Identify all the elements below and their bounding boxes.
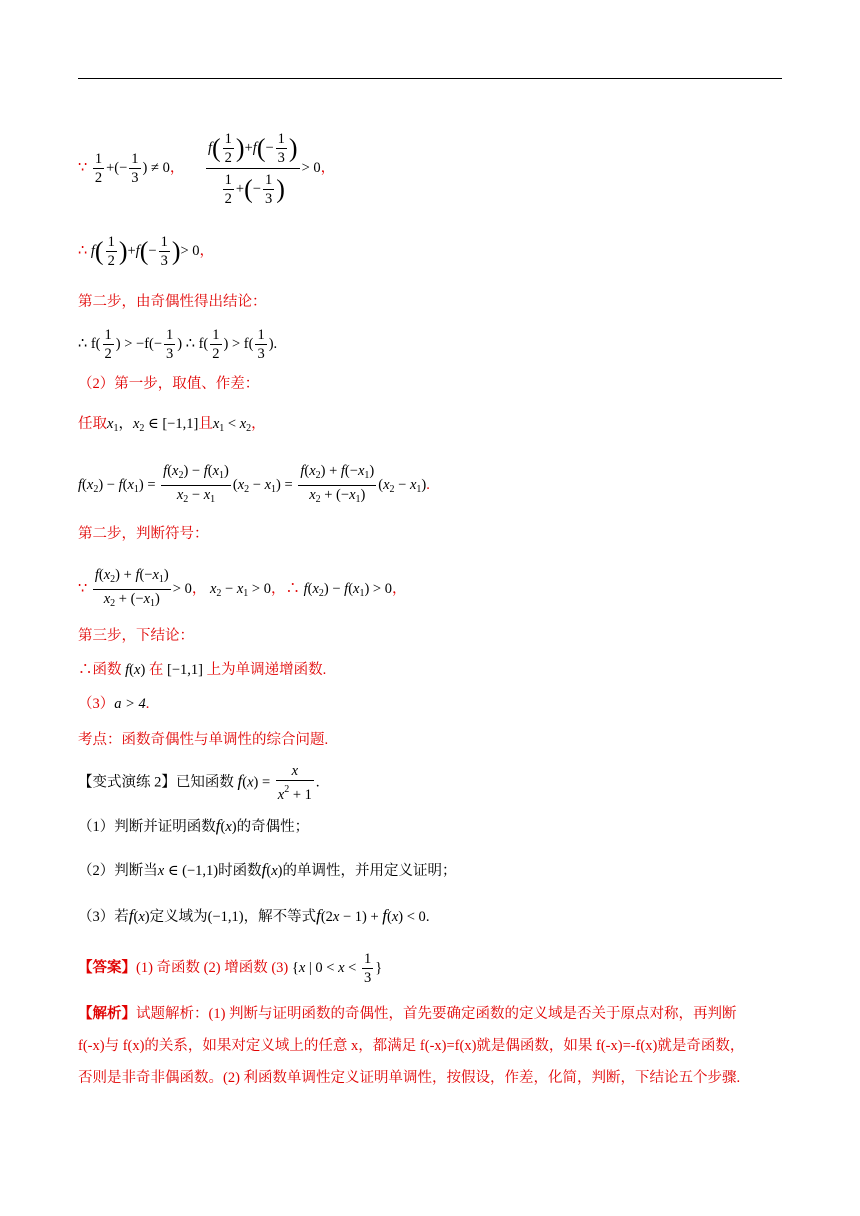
step2-title: 第二步，由奇偶性得出结论：: [78, 294, 267, 310]
analysis-text: 试题解析：(1) 判断与证明函数的奇偶性，首先要确定函数的定义域是否关于原点对称，再判断: [136, 1006, 737, 1022]
answer-line: 【答案】(1) 奇函数 (2) 增函数 (3) {x | 0 < x < $\frac{1}{3}$ }: [78, 951, 383, 986]
expr-part: 定义域为: [149, 909, 208, 925]
expr-part: .: [315, 774, 320, 791]
proof-line-4: 任取$x_1$，$x_2$ ∈ [−1,1]且$x_1 < x_2$，: [78, 416, 266, 434]
analysis-line-2: f(-x)与 f(x)的关系，如果对定义域上的任意 x，都满足 f(-x)=f(x)就是偶函数，如果 f(-x)=-f(x)就是奇函数，: [78, 1038, 745, 1054]
gt-zero: > 0: [180, 242, 200, 259]
and-label: 且: [198, 416, 213, 432]
header-rule: [78, 78, 782, 79]
part3-line: [78, 694, 149, 714]
expr-part: ，解不等式: [243, 909, 317, 925]
expr-part: （1）判断并证明函数: [78, 819, 216, 835]
separator: ，: [251, 416, 266, 432]
therefore-symbol: ∴: [78, 242, 88, 259]
expr-part: .: [145, 696, 150, 712]
analysis-line-1: [78, 1004, 737, 1024]
separator: ，: [320, 159, 336, 176]
gt-zero: > 0: [301, 159, 321, 176]
proof-line-2: ∴ f( $\frac{1}{2}$ )+f(− $\frac{1}{3}$ )> 0，: [78, 234, 215, 269]
separator: ，: [169, 159, 185, 176]
expr-part: ∴函数: [78, 662, 122, 678]
separator: ，: [199, 242, 215, 259]
expr-part: 上为单调递增函数.: [206, 662, 327, 678]
fraction-half: $\frac{1}{2}$: [94, 151, 103, 186]
proof-line-6: ∵ $\frac{f(x_2) + f(-x_1)}{x_2 + (-x_1)}$ > 0， $x_2 - x_1 > 0$，∴ $f(x_2) - f(x_1) > 0$，: [78, 566, 406, 613]
variant-title: 【变式演练 2】已知函数 f(x) = $\frac{x}{x^2 + 1}$ .: [78, 763, 320, 803]
proof-line-3: ∴ f( $\frac{1}{2}$ ) > −f(− $\frac{1}{3}$ ) ∴ f( $\frac{1}{2}$ ) > f( $\frac{1}{3}$ ).: [78, 327, 278, 362]
expr-part: ) > f(: [223, 335, 254, 352]
step3-title: 第三步，下结论：: [78, 628, 194, 644]
expr-part: 的单调性，并用定义证明；: [282, 863, 457, 879]
because-symbol: ∵: [78, 159, 88, 176]
kaodian-line: 考点：函数奇偶性与单调性的综合问题.: [78, 732, 329, 748]
question-1: （1）判断并证明函数f(x)的奇偶性；: [78, 816, 310, 835]
big-fraction: f( $\frac{1}{2}$ )+f(− $\frac{1}{3}$ ) $\frac{1}{2}$ +(− $\frac{1}{3}$ ): [207, 131, 298, 208]
part3-answer: a > 4: [114, 696, 146, 712]
proof-line-1: [78, 128, 335, 209]
step2b-title: 第二步，判断符号：: [78, 526, 209, 542]
expr-part: （3）若: [78, 909, 129, 925]
expr-part: 【变式演练 2】已知函数: [78, 774, 234, 791]
expr-part: 时函数: [218, 863, 262, 879]
expr-part: ∴ f(: [78, 335, 101, 352]
answer-text: (1) 奇函数 (2) 增函数 (3): [136, 959, 289, 976]
analysis-line-3: 否则是非奇非偶函数。(2) 利函数单调性定义证明单调性，按假设，作差，化简，判断，下结论五个步骤.: [78, 1070, 741, 1086]
expr-part: ).: [268, 335, 278, 352]
answer-label: 【答案】: [78, 959, 136, 976]
expr-part: ) > −f(−: [115, 335, 163, 352]
conclusion-line: ∴函数 f(x) 在 [−1,1] 上为单调递增函数.: [78, 662, 327, 678]
expr-part: （3）: [78, 696, 115, 712]
proof-line-5: $f(x_2) - f(x_1)$ = $\frac{f(x_2) - f(x_1)}{x_2 - x_1}$ $(x_2 - x_1)$ = $\frac{f(x_2) + f(-x_1)}{x_2 + (-x_1)}$ $(x_2 - x_1)$.: [78, 462, 430, 509]
expr-part: .: [425, 909, 430, 925]
expr-part: +(−: [106, 159, 128, 176]
expr-part: 的奇偶性；: [236, 819, 310, 835]
analysis-label: 【解析】: [78, 1006, 136, 1022]
expr-part: ) ∴ f(: [177, 335, 209, 352]
part2-title: （2）第一步，取值、作差：: [78, 376, 260, 392]
expr-part: ) ≠ 0: [142, 159, 170, 176]
expr-part: 在: [148, 662, 164, 678]
expr-part: （2）判断当: [78, 863, 158, 879]
take-label: 任取: [78, 416, 107, 432]
fraction-third: $\frac{1}{3}$: [131, 151, 139, 186]
question-2: （2）判断当x ∈ (−1,1)时函数f(x)的单调性，并用定义证明；: [78, 860, 457, 879]
question-3: （3）若f(x)定义域为(−1,1)，解不等式f(2x − 1) + f(x) < 0.: [78, 906, 430, 925]
